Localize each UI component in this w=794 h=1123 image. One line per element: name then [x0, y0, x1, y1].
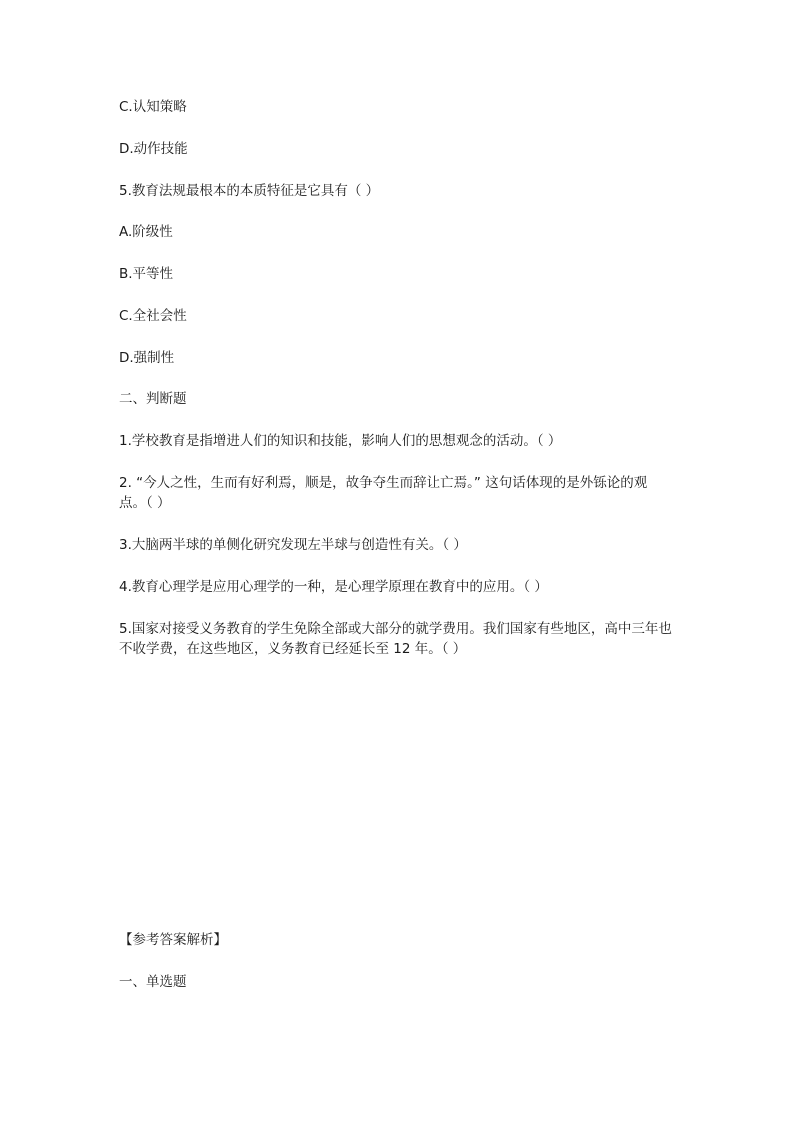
option-c-cognitive-strategy: C.认知策略	[119, 99, 187, 115]
option-d-motor-skill: D.动作技能	[119, 141, 188, 157]
question-5-option-a: A.阶级性	[119, 224, 173, 240]
judgment-item-5: 5.国家对接受义务教育的学生免除全部或大部分的就学费用。我们国家有些地区，高中三年也不收学费，在这些地区，义务教育已经延长至 12 年。（ ）	[119, 621, 672, 657]
question-5-stem: 5.教育法规最根本的本质特征是它具有（ ）	[119, 183, 380, 199]
section-2-heading: 二、判断题	[119, 391, 187, 407]
answers-heading: 【参考答案解析】	[119, 932, 227, 948]
question-5-option-d: D.强制性	[119, 350, 175, 366]
judgment-item-4: 4.教育心理学是应用心理学的一种，是心理学原理在教育中的应用。（ ）	[119, 579, 548, 595]
question-5-option-b: B.平等性	[119, 266, 174, 282]
judgment-item-1: 1.学校教育是指增进人们的知识和技能，影响人们的思想观念的活动。（ ）	[119, 433, 562, 449]
question-5-option-c: C.全社会性	[119, 308, 187, 324]
judgment-item-3: 3.大脑两半球的单侧化研究发现左半球与创造性有关。（ ）	[119, 537, 467, 553]
judgment-item-2: 2. “今人之性，生而有好利焉，顺是，故争夺生而辞让亡焉。” 这句话体现的是外铄论的观点。（ ）	[119, 475, 648, 511]
answers-subheading: 一、单选题	[119, 974, 187, 990]
